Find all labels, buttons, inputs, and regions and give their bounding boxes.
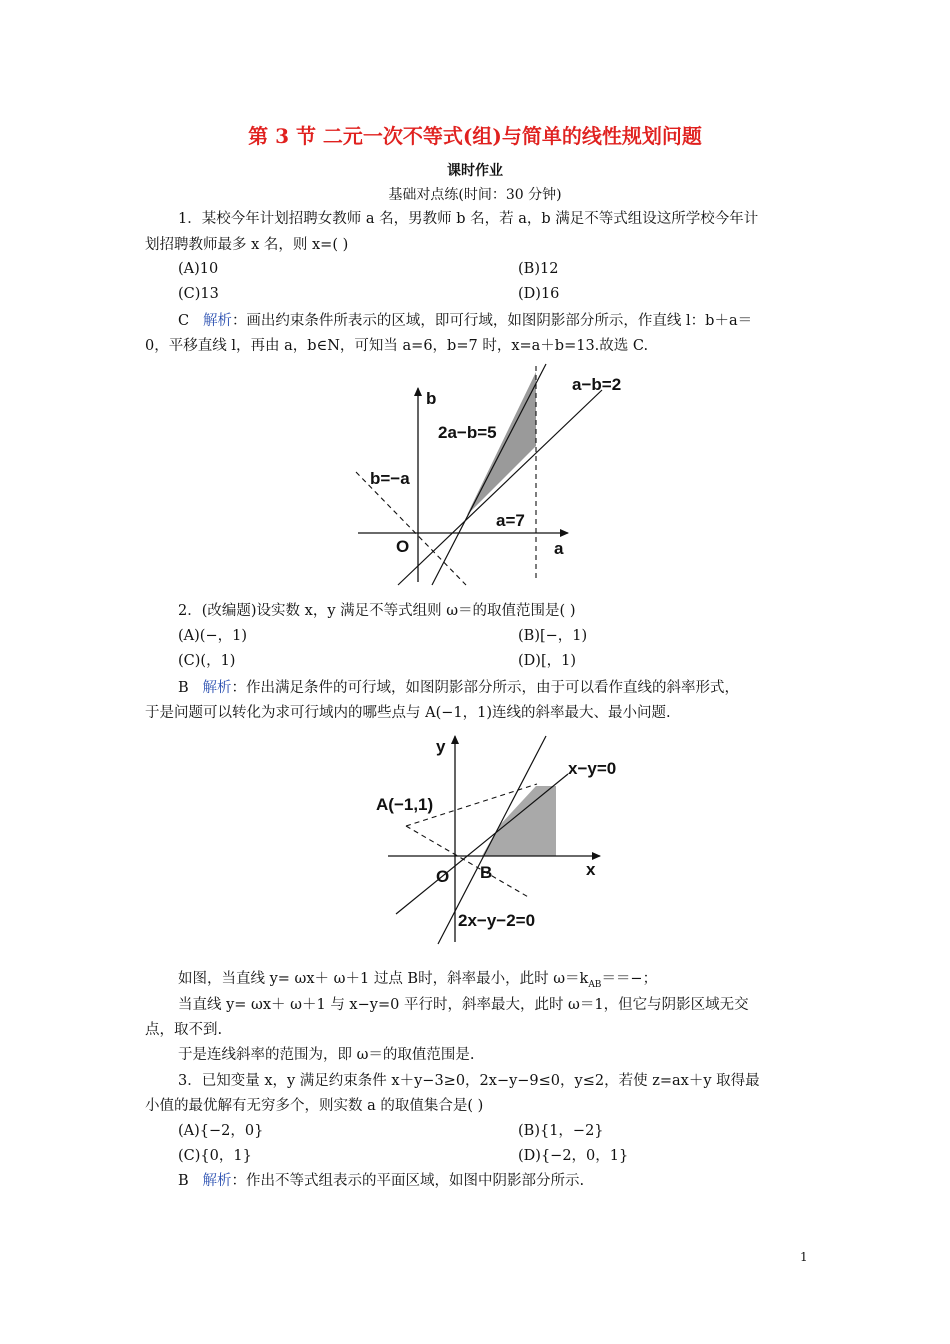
line-b-eq-neg-a [356,472,466,585]
q2b-line2: 当直线 y= ωx＋ ω＋1 与 x−y=0 平行时，斜率最大，此时 ω＝1，但它与阴影区域无交 [178,997,749,1013]
q1-line2: 划招聘教师最多 x 名，则 x=( ) [145,237,349,253]
q3-analysis-label: 解析 [202,1173,232,1189]
q1-option-a: (A)10 [178,261,219,277]
q2-option-a: (A)(−，1) [178,628,247,644]
a-axis-label: a [554,539,564,558]
q2-analysis-line1 [178,677,739,699]
section-heading: 基础对点练(时间：30 分钟) [388,187,562,203]
line-2a-b-eq-5 [432,364,546,585]
feasible-region-shading [467,372,536,515]
q2b-line1 [178,968,657,996]
q1-option-b: (B)12 [518,261,559,277]
origin-label: O [436,867,450,886]
q1-analysis-label: 解析 [202,313,232,329]
q1-answer: C [178,313,190,329]
q3-option-d: (D){−2，0，1} [518,1148,629,1164]
q2b-subscript: AB [588,979,602,990]
label-a-eq-7: a=7 [496,511,525,530]
feasible-region-shading [482,786,556,856]
b-axis-label: b [426,389,437,408]
figure-2 [360,730,620,950]
label-x-y-eq-0: x−y=0 [568,759,617,778]
y-axis-label: y [436,737,446,756]
line-a-b-eq-2 [398,390,602,585]
page-number: 1 [800,1250,808,1264]
q2b-line3: 点，取不到. [145,1022,223,1038]
q2b-line4: 于是连线斜率的范围为，即 ω＝的取值范围是. [178,1047,475,1063]
label-2a-b-eq-5: 2a−b=5 [438,423,497,442]
q1-analysis-text1: ：画出约束条件所表示的区域，即可行域，如图阴影部分所示，作直线 l：b＋a＝ [231,313,753,329]
origin-label: O [396,537,410,556]
q3-line1: 3．已知变量 x，y 满足约束条件 x＋y−3≥0，2x−y−9≤0，y≤2，若使 z=ax＋y 取得最 [178,1073,760,1089]
q1-option-d: (D)16 [518,286,560,302]
q1-analysis-line1 [178,310,752,332]
x-axis-label: x [586,860,596,879]
figure-1 [340,360,640,590]
q2-answer: B [178,680,189,696]
q2b-text1: 如图，当直线 y= ωx＋ ω＋1 过点 B时，斜率最小，此时 ω＝k [178,971,589,987]
q2-analysis-label: 解析 [202,680,232,696]
q3-answer: B [178,1173,189,1189]
q2-analysis-text1: ：作出满足条件的可行域，如图阴影部分所示，由于可以看作直线的斜率形式， [231,680,739,696]
q2-option-c: (C)(，1) [178,653,236,669]
q1-analysis-line2: 0，平移直线 l，再由 a，b∈N，可知当 a=6，b=7 时，x=a＋b=13.故选 C. [145,338,649,354]
q2-option-b: (B)[−，1) [518,628,588,644]
point-b-label: B [480,863,493,882]
q3-analysis-line1 [178,1170,584,1192]
q1-line1: 1．某校今年计划招聘女教师 a 名，男教师 b 名，若 a，b 满足不等式组设这所学校今年计 [178,211,759,227]
point-a-label: A(−1,1) [376,795,434,814]
q2-option-d: (D)[，1) [518,653,576,669]
q3-analysis-text1: ：作出不等式组表示的平面区域，如图中阴影部分所示. [231,1173,585,1189]
label-b-eq-neg-a: b=−a [370,469,410,488]
label-a-b-eq-2: a−b=2 [572,375,622,394]
subtitle: 课时作业 [447,163,503,179]
page-title: 第 3 节 二元一次不等式(组)与简单的线性规划问题 [248,124,702,148]
q2-analysis-line2: 于是问题可以转化为求可行域内的哪些点与 A(−1，1)连线的斜率最大、最小问题. [145,705,671,721]
q2b-text1-end: ＝＝−； [601,971,658,987]
q3-option-a: (A){−2，0} [178,1123,264,1139]
q2-line1: 2．(改编题)设实数 x，y 满足不等式组则 ω＝的取值范围是( ) [178,603,576,619]
q3-line2: 小值的最优解有无穷多个，则实数 a 的取值集合是( ) [145,1098,484,1114]
q3-option-c: (C){0，1} [178,1148,252,1164]
label-2x-y-2-eq-0: 2x−y−2=0 [458,911,536,930]
q1-option-c: (C)13 [178,286,219,302]
q3-option-b: (B){1，−2} [518,1123,604,1139]
